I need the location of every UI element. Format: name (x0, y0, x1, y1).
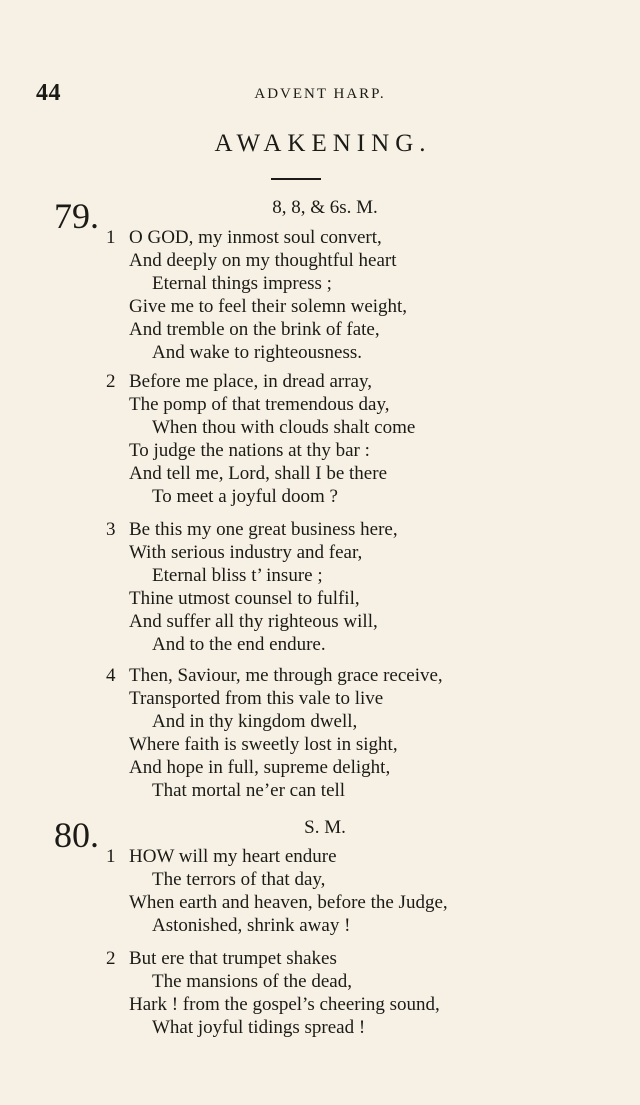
verse-line: With serious industry and fear, (129, 542, 363, 563)
verse-line: Eternal things impress ; (152, 273, 332, 294)
verse-line: When thou with clouds shalt come (152, 417, 416, 438)
verse-line: And tremble on the brink of fate, (129, 319, 380, 340)
hymn-meter: S. M. (304, 817, 346, 838)
verse-line: Be this my one great business here, (129, 519, 398, 540)
hymn-number: 80. (54, 815, 99, 855)
verse-line: Astonished, shrink away ! (152, 915, 351, 936)
verse-number: 2 (106, 948, 116, 969)
verse-line: Before me place, in dread array, (129, 371, 372, 392)
page-number: 44 (36, 80, 61, 106)
verse-number: 1 (106, 227, 116, 248)
verse-number: 4 (106, 665, 116, 686)
verse-line: And tell me, Lord, shall I be there (129, 463, 388, 484)
verse-number: 2 (106, 371, 116, 392)
verse-line: The mansions of the dead, (152, 971, 352, 992)
hymn-number: 79. (54, 196, 99, 236)
verse-line: O GOD, my inmost soul convert, (129, 227, 382, 248)
verse-line: The terrors of that day, (152, 869, 326, 890)
verse-line: Transported from this vale to live (129, 688, 384, 709)
title-rule (271, 178, 321, 180)
section-title: AWAKENING. (214, 130, 432, 157)
verse-number: 1 (106, 846, 116, 867)
verse-line: Hark ! from the gospel’s cheering sound, (129, 994, 440, 1015)
verse-line: Then, Saviour, me through grace receive, (129, 665, 443, 686)
verse-line: HOW will my heart endure (129, 846, 337, 867)
verse-line: To meet a joyful doom ? (152, 486, 338, 507)
verse-line: Eternal bliss t’ insure ; (152, 565, 323, 586)
verse-line: The pomp of that tremendous day, (129, 394, 390, 415)
verse-line: And deeply on my thoughtful heart (129, 250, 397, 271)
hymn-meter: 8, 8, & 6s. M. (272, 197, 378, 218)
verse-line: But ere that trumpet shakes (129, 948, 337, 969)
verse-line: And suffer all thy righteous will, (129, 611, 378, 632)
verse-line: And wake to righteousness. (152, 342, 363, 363)
verse-line: Give me to feel their solemn weight, (129, 296, 408, 317)
verse-line: And hope in full, supreme delight, (129, 757, 391, 778)
verse-line: To judge the nations at thy bar : (129, 440, 370, 461)
verse-line: And in thy kingdom dwell, (152, 711, 358, 732)
verse-line: And to the end endure. (152, 634, 326, 655)
running-head: ADVENT HARP. (254, 86, 386, 102)
verse-line: That mortal ne’er can tell (152, 780, 346, 801)
verse-line: When earth and heaven, before the Judge, (129, 892, 448, 913)
verse-number: 3 (106, 519, 116, 540)
verse-line: What joyful tidings spread ! (152, 1017, 366, 1038)
verse-line: Where faith is sweetly lost in sight, (129, 734, 398, 755)
verse-line: Thine utmost counsel to fulfil, (129, 588, 360, 609)
